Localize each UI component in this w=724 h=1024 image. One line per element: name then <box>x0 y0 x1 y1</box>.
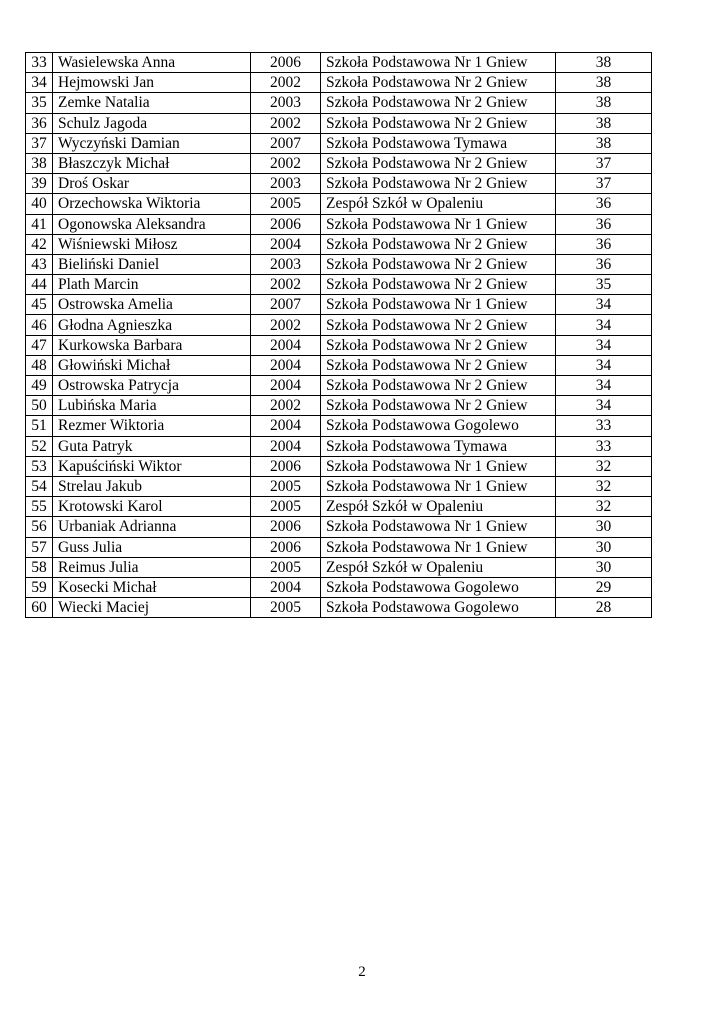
school-name-cell: Szkoła Podstawowa Nr 2 Gniew <box>321 234 556 254</box>
school-name-cell: Szkoła Podstawowa Nr 2 Gniew <box>321 315 556 335</box>
birth-year-cell: 2002 <box>251 315 321 335</box>
birth-year-cell: 2004 <box>251 355 321 375</box>
student-name-cell: Droś Oskar <box>53 174 251 194</box>
student-name-cell: Bieliński Daniel <box>53 254 251 274</box>
student-name-cell: Głowiński Michał <box>53 355 251 375</box>
table-row <box>26 174 652 194</box>
school-name-cell: Szkoła Podstawowa Nr 1 Gniew <box>321 214 556 234</box>
student-name-cell: Guta Patryk <box>53 436 251 456</box>
table-row <box>26 295 652 315</box>
row-number-cell: 52 <box>26 436 53 456</box>
birth-year-cell: 2002 <box>251 275 321 295</box>
birth-year-cell: 2006 <box>251 537 321 557</box>
student-name-cell: Strelau Jakub <box>53 476 251 496</box>
school-name-cell: Szkoła Podstawowa Nr 2 Gniew <box>321 93 556 113</box>
score-cell: 36 <box>556 254 652 274</box>
school-name-cell: Szkoła Podstawowa Nr 2 Gniew <box>321 275 556 295</box>
school-name-cell: Szkoła Podstawowa Gogolewo <box>321 598 556 618</box>
score-cell: 33 <box>556 436 652 456</box>
row-number-cell: 35 <box>26 93 53 113</box>
school-name-cell: Szkoła Podstawowa Nr 2 Gniew <box>321 73 556 93</box>
table-row <box>26 517 652 537</box>
row-number-cell: 53 <box>26 456 53 476</box>
row-number-cell: 37 <box>26 133 53 153</box>
table-row <box>26 497 652 517</box>
table-row <box>26 133 652 153</box>
score-cell: 33 <box>556 416 652 436</box>
score-cell: 36 <box>556 194 652 214</box>
row-number-cell: 40 <box>26 194 53 214</box>
table-row <box>26 436 652 456</box>
row-number-cell: 39 <box>26 174 53 194</box>
score-cell: 36 <box>556 214 652 234</box>
score-cell: 38 <box>556 93 652 113</box>
table-row <box>26 396 652 416</box>
table-row <box>26 456 652 476</box>
table-row <box>26 73 652 93</box>
results-table-body <box>26 53 652 618</box>
table-row <box>26 214 652 234</box>
school-name-cell: Szkoła Podstawowa Tymawa <box>321 436 556 456</box>
student-name-cell: Kapuściński Wiktor <box>53 456 251 476</box>
student-name-cell: Rezmer Wiktoria <box>53 416 251 436</box>
row-number-cell: 59 <box>26 577 53 597</box>
score-cell: 32 <box>556 456 652 476</box>
results-table <box>25 52 652 618</box>
student-name-cell: Lubińska Maria <box>53 396 251 416</box>
score-cell: 38 <box>556 73 652 93</box>
table-row <box>26 476 652 496</box>
score-cell: 32 <box>556 476 652 496</box>
birth-year-cell: 2005 <box>251 476 321 496</box>
row-number-cell: 36 <box>26 113 53 133</box>
table-row <box>26 234 652 254</box>
birth-year-cell: 2003 <box>251 174 321 194</box>
school-name-cell: Szkoła Podstawowa Nr 1 Gniew <box>321 53 556 73</box>
row-number-cell: 46 <box>26 315 53 335</box>
row-number-cell: 33 <box>26 53 53 73</box>
table-row <box>26 577 652 597</box>
score-cell: 30 <box>556 517 652 537</box>
birth-year-cell: 2003 <box>251 93 321 113</box>
row-number-cell: 44 <box>26 275 53 295</box>
row-number-cell: 56 <box>26 517 53 537</box>
student-name-cell: Wiśniewski Miłosz <box>53 234 251 254</box>
student-name-cell: Orzechowska Wiktoria <box>53 194 251 214</box>
birth-year-cell: 2004 <box>251 436 321 456</box>
birth-year-cell: 2004 <box>251 577 321 597</box>
school-name-cell: Szkoła Podstawowa Nr 2 Gniew <box>321 113 556 133</box>
student-name-cell: Kurkowska Barbara <box>53 335 251 355</box>
student-name-cell: Ostrowska Patrycja <box>53 376 251 396</box>
birth-year-cell: 2006 <box>251 214 321 234</box>
score-cell: 34 <box>556 396 652 416</box>
birth-year-cell: 2006 <box>251 456 321 476</box>
birth-year-cell: 2006 <box>251 53 321 73</box>
row-number-cell: 50 <box>26 396 53 416</box>
table-row <box>26 315 652 335</box>
student-name-cell: Krotowski Karol <box>53 497 251 517</box>
birth-year-cell: 2007 <box>251 133 321 153</box>
birth-year-cell: 2004 <box>251 234 321 254</box>
score-cell: 34 <box>556 376 652 396</box>
school-name-cell: Szkoła Podstawowa Nr 2 Gniew <box>321 153 556 173</box>
row-number-cell: 57 <box>26 537 53 557</box>
birth-year-cell: 2005 <box>251 194 321 214</box>
birth-year-cell: 2003 <box>251 254 321 274</box>
school-name-cell: Szkoła Podstawowa Nr 2 Gniew <box>321 396 556 416</box>
school-name-cell: Zespół Szkół w Opaleniu <box>321 557 556 577</box>
school-name-cell: Zespół Szkół w Opaleniu <box>321 194 556 214</box>
row-number-cell: 41 <box>26 214 53 234</box>
row-number-cell: 38 <box>26 153 53 173</box>
birth-year-cell: 2002 <box>251 396 321 416</box>
table-row <box>26 416 652 436</box>
school-name-cell: Szkoła Podstawowa Nr 1 Gniew <box>321 537 556 557</box>
table-row <box>26 598 652 618</box>
row-number-cell: 45 <box>26 295 53 315</box>
student-name-cell: Hejmowski Jan <box>53 73 251 93</box>
table-row <box>26 557 652 577</box>
student-name-cell: Wyczyński Damian <box>53 133 251 153</box>
table-row <box>26 537 652 557</box>
score-cell: 35 <box>556 275 652 295</box>
school-name-cell: Szkoła Podstawowa Nr 2 Gniew <box>321 254 556 274</box>
birth-year-cell: 2002 <box>251 113 321 133</box>
score-cell: 34 <box>556 355 652 375</box>
student-name-cell: Błaszczyk Michał <box>53 153 251 173</box>
table-row <box>26 153 652 173</box>
birth-year-cell: 2005 <box>251 497 321 517</box>
school-name-cell: Szkoła Podstawowa Nr 1 Gniew <box>321 476 556 496</box>
row-number-cell: 48 <box>26 355 53 375</box>
page-number: 2 <box>358 964 366 980</box>
score-cell: 29 <box>556 577 652 597</box>
school-name-cell: Szkoła Podstawowa Nr 1 Gniew <box>321 456 556 476</box>
score-cell: 38 <box>556 53 652 73</box>
table-row <box>26 335 652 355</box>
score-cell: 32 <box>556 497 652 517</box>
birth-year-cell: 2006 <box>251 517 321 537</box>
student-name-cell: Wiecki Maciej <box>53 598 251 618</box>
score-cell: 34 <box>556 315 652 335</box>
student-name-cell: Plath Marcin <box>53 275 251 295</box>
birth-year-cell: 2002 <box>251 153 321 173</box>
score-cell: 30 <box>556 557 652 577</box>
table-row <box>26 254 652 274</box>
birth-year-cell: 2004 <box>251 335 321 355</box>
score-cell: 34 <box>556 335 652 355</box>
student-name-cell: Schulz Jagoda <box>53 113 251 133</box>
row-number-cell: 49 <box>26 376 53 396</box>
row-number-cell: 47 <box>26 335 53 355</box>
school-name-cell: Zespół Szkół w Opaleniu <box>321 497 556 517</box>
birth-year-cell: 2004 <box>251 416 321 436</box>
row-number-cell: 43 <box>26 254 53 274</box>
table-row <box>26 53 652 73</box>
school-name-cell: Szkoła Podstawowa Nr 2 Gniew <box>321 174 556 194</box>
school-name-cell: Szkoła Podstawowa Nr 1 Gniew <box>321 517 556 537</box>
score-cell: 38 <box>556 113 652 133</box>
student-name-cell: Kosecki Michał <box>53 577 251 597</box>
school-name-cell: Szkoła Podstawowa Nr 2 Gniew <box>321 335 556 355</box>
score-cell: 38 <box>556 133 652 153</box>
school-name-cell: Szkoła Podstawowa Gogolewo <box>321 577 556 597</box>
school-name-cell: Szkoła Podstawowa Nr 2 Gniew <box>321 376 556 396</box>
score-cell: 37 <box>556 174 652 194</box>
table-row <box>26 113 652 133</box>
score-cell: 34 <box>556 295 652 315</box>
student-name-cell: Guss Julia <box>53 537 251 557</box>
student-name-cell: Ostrowska Amelia <box>53 295 251 315</box>
school-name-cell: Szkoła Podstawowa Tymawa <box>321 133 556 153</box>
student-name-cell: Głodna Agnieszka <box>53 315 251 335</box>
row-number-cell: 54 <box>26 476 53 496</box>
birth-year-cell: 2004 <box>251 376 321 396</box>
row-number-cell: 51 <box>26 416 53 436</box>
student-name-cell: Reimus Julia <box>53 557 251 577</box>
row-number-cell: 60 <box>26 598 53 618</box>
birth-year-cell: 2007 <box>251 295 321 315</box>
table-row <box>26 93 652 113</box>
row-number-cell: 42 <box>26 234 53 254</box>
school-name-cell: Szkoła Podstawowa Gogolewo <box>321 416 556 436</box>
score-cell: 28 <box>556 598 652 618</box>
table-row <box>26 376 652 396</box>
row-number-cell: 55 <box>26 497 53 517</box>
score-cell: 30 <box>556 537 652 557</box>
birth-year-cell: 2005 <box>251 557 321 577</box>
score-cell: 36 <box>556 234 652 254</box>
row-number-cell: 34 <box>26 73 53 93</box>
birth-year-cell: 2002 <box>251 73 321 93</box>
table-row <box>26 194 652 214</box>
table-row <box>26 355 652 375</box>
school-name-cell: Szkoła Podstawowa Nr 2 Gniew <box>321 355 556 375</box>
birth-year-cell: 2005 <box>251 598 321 618</box>
row-number-cell: 58 <box>26 557 53 577</box>
score-cell: 37 <box>556 153 652 173</box>
student-name-cell: Ogonowska Aleksandra <box>53 214 251 234</box>
student-name-cell: Zemke Natalia <box>53 93 251 113</box>
school-name-cell: Szkoła Podstawowa Nr 1 Gniew <box>321 295 556 315</box>
student-name-cell: Wasielewska Anna <box>53 53 251 73</box>
student-name-cell: Urbaniak Adrianna <box>53 517 251 537</box>
table-row <box>26 275 652 295</box>
